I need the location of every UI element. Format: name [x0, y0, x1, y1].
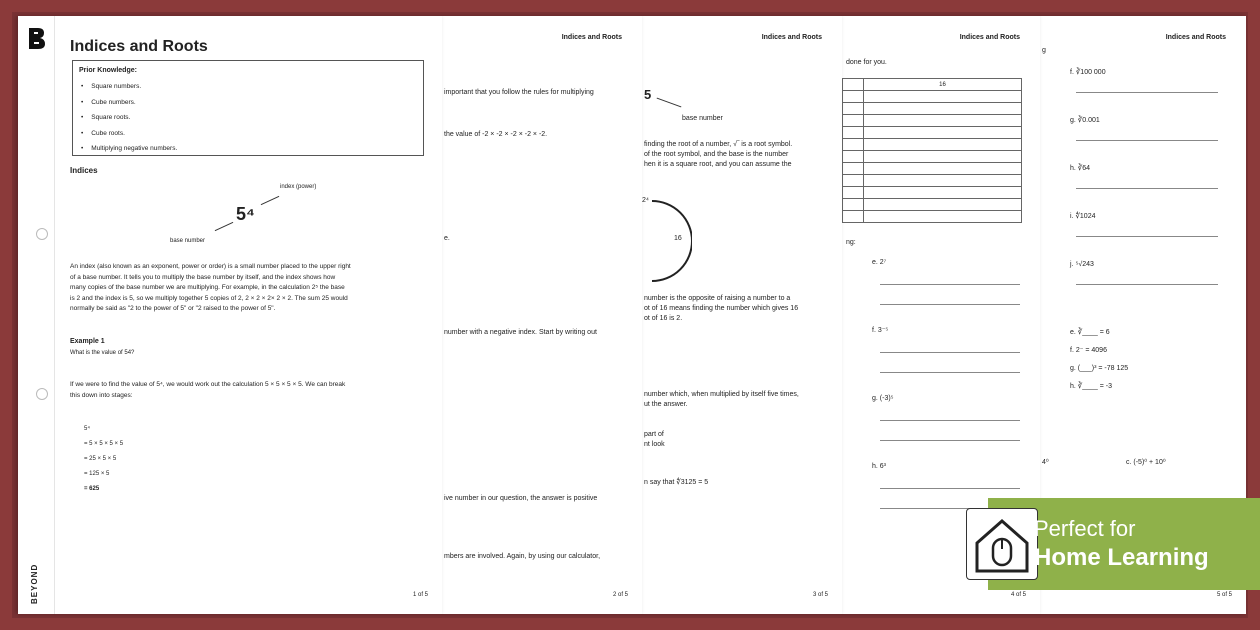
question: f. 3⁻⁵	[872, 327, 889, 334]
diagram-expression: 5⁴	[236, 204, 255, 224]
list-item: • Square numbers.	[81, 79, 177, 95]
table	[842, 78, 1022, 223]
text: mbers are involved. Again, by using our calculator,	[444, 553, 601, 560]
intro-paragraph: An index (also known as an exponent, power or order) is a small number placed to the upper right of a base number. It tells you to multiply the base number by itself, and the index shows how many copies of the base number we are multiplying. For example, in the calculation 2⁵ the base is 2 and the index is 5, so we multiply together 5 copies of 2, 2 × 2 × 2× 2 × 2. The sum 25 would normally be said as "2 to the power of 5" or "2 raised to the power of 5".	[70, 263, 351, 312]
question: h. ∛____ = -3	[1070, 383, 1113, 390]
label: 16	[674, 235, 682, 242]
page-number: 1 of 5	[412, 592, 428, 598]
diagram-label: base number	[170, 238, 206, 244]
page-header: Indices and Roots	[761, 34, 822, 41]
question: g. (-3)⁵	[872, 395, 894, 402]
question: f. ∛100 000	[1070, 69, 1106, 76]
text: ut the answer.	[644, 401, 688, 408]
punch-hole	[36, 388, 48, 400]
text: done for you.	[846, 59, 887, 66]
question: j. ⁵√243	[1070, 261, 1094, 268]
text: ive number in our question, the answer is positive	[444, 495, 598, 502]
page-2	[442, 16, 642, 614]
question: e. ∛____ = 6	[1070, 329, 1110, 336]
text: of the root symbol, and the base is the number	[644, 151, 789, 158]
question: c. (-5)⁰ + 10⁰	[1126, 459, 1166, 466]
text: number which, when multiplied by itself five times,	[644, 391, 799, 398]
working: 5⁴ = 5 × 5 × 5 × 5 = 25 × 5 × 5 = 125 × 5 = 625	[84, 426, 124, 492]
expression: 5	[644, 87, 652, 102]
text: number with a negative index. Start by writing out	[444, 329, 597, 336]
page-1	[18, 16, 442, 614]
question: g. ∛0.001	[1070, 117, 1100, 124]
text: g	[1042, 47, 1046, 54]
text: e.	[444, 235, 450, 242]
prior-knowledge-box	[72, 60, 424, 156]
question: e. 2⁷	[872, 259, 887, 266]
text: ng:	[846, 239, 856, 246]
diagram-label: index (power)	[280, 184, 317, 190]
text: part of	[644, 431, 664, 438]
page-number: 5 of 5	[1216, 592, 1232, 598]
text: n say that ∜3125 = 5	[644, 479, 709, 486]
question: h. ∛64	[1070, 165, 1091, 172]
question: h. 6³	[872, 463, 887, 470]
list-item: • Multiplying negative numbers.	[81, 141, 177, 157]
question: i. ∜1024	[1070, 213, 1096, 220]
page-title: Indices and Roots	[70, 38, 208, 55]
page-header: Indices and Roots	[959, 34, 1020, 41]
text: ot of 16 means finding the number which gives 16	[644, 305, 799, 312]
question: 4⁰	[1042, 459, 1049, 466]
box-title: Prior Knowledge:	[79, 67, 137, 74]
page-header: Indices and Roots	[1165, 34, 1226, 41]
page-3	[642, 16, 842, 614]
list-item: • Cube roots.	[81, 126, 177, 142]
text: hen it is a square root, and you can assume the	[644, 161, 792, 168]
page-number: 4 of 5	[1010, 592, 1026, 598]
example-paragraph: If we were to find the value of 5⁴, we would work out the calculation 5 × 5 × 5 × 5. We can break this down into stages:	[70, 381, 346, 399]
list-item: • Square roots.	[81, 110, 177, 126]
house-mouse-icon	[966, 508, 1038, 580]
question: f. 2⁻ = 4096	[1070, 347, 1107, 354]
text: number is the opposite of raising a number to a	[644, 295, 791, 302]
table-header: 16	[864, 79, 1022, 91]
text: the value of -2 × -2 × -2 × -2 × -2.	[444, 131, 548, 138]
page-header: Indices and Roots	[561, 34, 622, 41]
text: ot of 16 is 2.	[644, 315, 683, 322]
text: nt look	[644, 441, 665, 448]
example-question: What is the value of 54?	[70, 350, 135, 356]
text: important that you follow the rules for multiplying	[444, 89, 594, 96]
punch-hole	[36, 228, 48, 240]
badge-line-1: Perfect for	[1034, 516, 1136, 541]
question: g. (___)³ = -78 125	[1070, 365, 1129, 372]
list-item: • Cube numbers.	[81, 95, 177, 111]
example-heading: Example 1	[70, 338, 105, 345]
page-number: 2 of 5	[612, 592, 628, 598]
brand-strip	[18, 16, 55, 614]
brand-wordmark: BEYOND	[30, 563, 39, 604]
cycle-arrow	[642, 196, 692, 286]
badge-line-2: Home Learning	[1034, 544, 1209, 571]
section-heading: Indices	[70, 166, 98, 175]
label: base number	[682, 115, 723, 122]
brand-logo-icon	[26, 26, 46, 50]
home-learning-badge	[988, 498, 1260, 590]
page-number: 3 of 5	[812, 592, 828, 598]
text: finding the root of a number, √‾ is a root symbol.	[644, 141, 793, 148]
label: 2⁴	[642, 197, 649, 204]
